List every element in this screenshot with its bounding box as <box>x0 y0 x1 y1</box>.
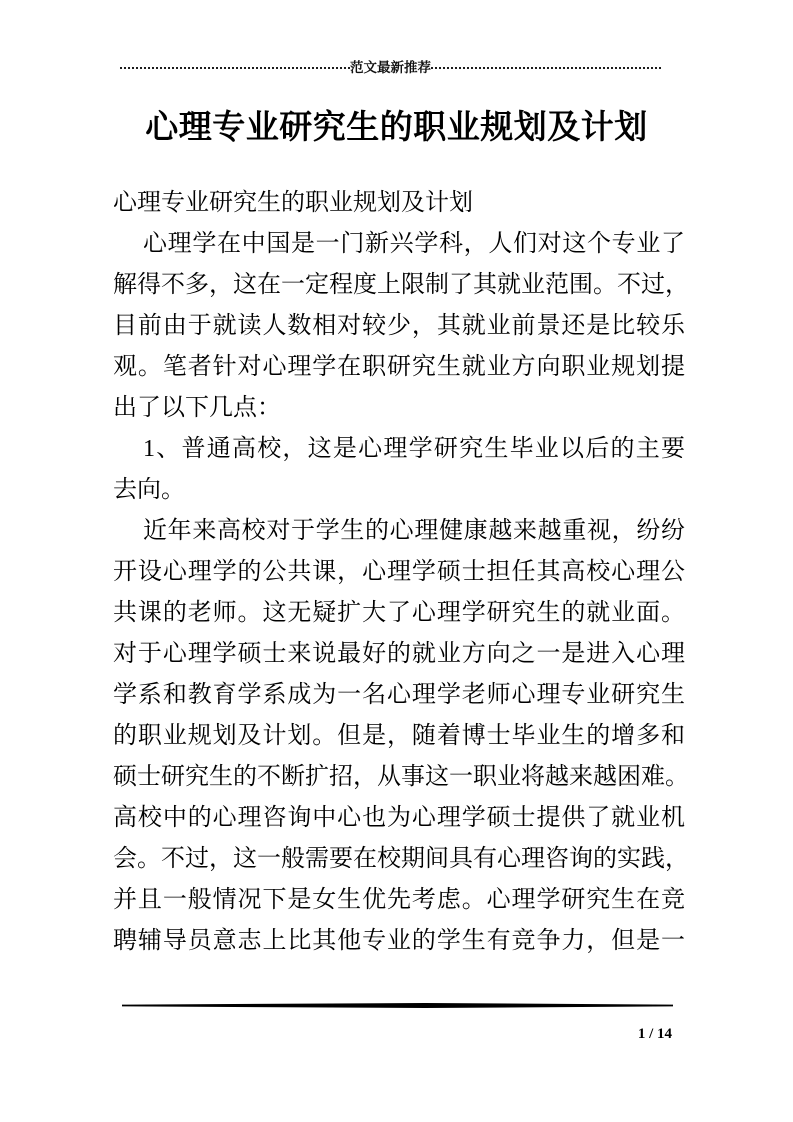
body-line: 观。笔者针对心理学在职研究生就业方向职业规划提 <box>113 354 685 380</box>
body-line: 开设心理学的公共课，心理学硕士担任其高校心理公 <box>113 559 685 585</box>
body-line: 硕士研究生的不断扩招，从事这一职业将越来越困难。 <box>113 764 689 790</box>
page-header <box>120 59 661 77</box>
body-line: 1、普通高校，这是心理学研究生毕业以后的主要 <box>143 436 685 462</box>
body-line: 对于心理学硕士来说最好的就业方向之一是进入心理 <box>113 641 685 667</box>
page-number: 1 / 14 <box>637 1026 672 1042</box>
body-line: 心理学在中国是一门新兴学科，人们对这个专业了 <box>143 231 685 257</box>
header-dashed-rule-right <box>431 67 661 69</box>
header-label: 范文最新推荐 <box>350 60 431 75</box>
body-line: 会。不过，这一般需要在校期间具有心理咨询的实践， <box>113 846 689 872</box>
body-line: 去向。 <box>113 477 185 503</box>
body-line: 解得不多，这在一定程度上限制了其就业范围。不过， <box>113 272 689 298</box>
body-line: 共课的老师。这无疑扩大了心理学研究生的就业面。 <box>113 600 685 626</box>
document-title: 心理专业研究生的职业规划及计划 <box>145 110 648 146</box>
body-line: 并且一般情况下是女生优先考虑。心理学研究生在竞 <box>113 887 685 913</box>
body-line: 心理专业研究生的职业规划及计划 <box>113 190 473 216</box>
footer-rule <box>122 1003 673 1008</box>
body-line: 出了以下几点： <box>113 395 281 421</box>
body-line: 高校中的心理咨询中心也为心理学硕士提供了就业机 <box>113 805 685 831</box>
body-line: 近年来高校对于学生的心理健康越来越重视，纷纷 <box>143 518 685 544</box>
body-line: 的职业规划及计划。但是，随着博士毕业生的增多和 <box>113 723 685 749</box>
body-text <box>113 183 689 962</box>
body-line: 学系和教育学系成为一名心理学老师心理专业研究生 <box>113 682 685 708</box>
body-line: 聘辅导员意志上比其他专业的学生有竞争力，但是一 <box>113 928 685 954</box>
body-line: 目前由于就读人数相对较少，其就业前景还是比较乐 <box>113 313 685 339</box>
header-dashed-rule-left <box>120 67 350 69</box>
